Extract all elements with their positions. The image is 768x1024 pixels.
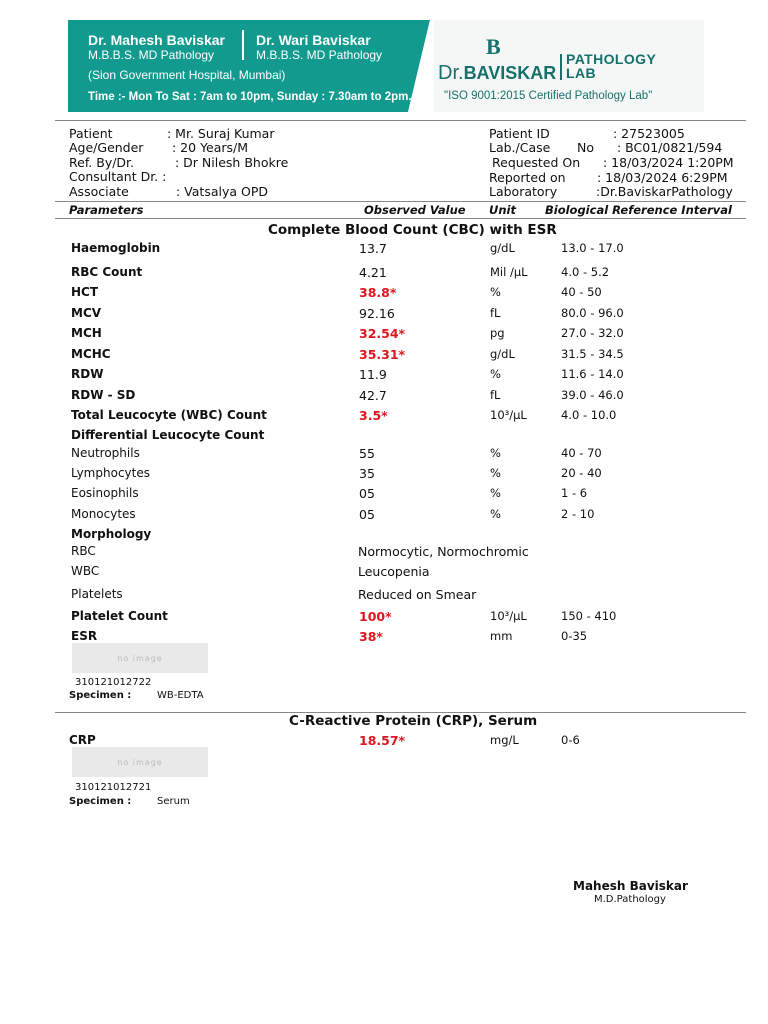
- lab-case-no: No: [577, 140, 594, 155]
- result-ref: 2 - 10: [561, 507, 595, 521]
- esr-name: ESR: [71, 629, 98, 643]
- dlc-heading: Differential Leucocyte Count: [71, 428, 265, 442]
- result-unit: %: [490, 486, 501, 500]
- platelet-count-value: 100*: [359, 609, 392, 624]
- crp-barcode-image: no image: [72, 747, 208, 777]
- lab-case-value: : BC01/0821/594: [617, 140, 723, 155]
- crp-name: CRP: [69, 733, 96, 747]
- doctor2-name: Dr. Wari Baviskar: [256, 32, 371, 48]
- cbc-barcode-number: 310121012722: [75, 677, 152, 688]
- morphology-value: Normocytic, Normochromic: [358, 544, 529, 559]
- result-name: Haemoglobin: [71, 241, 161, 255]
- requested-on-label: Requested On: [492, 155, 581, 170]
- column-header-bottom-rule: [55, 218, 746, 219]
- morphology-heading: Morphology: [71, 527, 152, 541]
- top-rule: [55, 120, 746, 121]
- doctor1-name: Dr. Mahesh Baviskar: [88, 32, 225, 48]
- result-ref: 11.6 - 14.0: [561, 367, 624, 381]
- result-unit: %: [490, 507, 501, 521]
- referred-by-label: Ref. By/Dr.: [69, 155, 135, 170]
- result-name: HCT: [71, 285, 99, 299]
- result-unit: %: [490, 446, 501, 460]
- column-reference-interval: Biological Reference Interval: [545, 203, 732, 217]
- lab-name-main: BAVISKAR: [463, 63, 557, 83]
- result-unit: %: [490, 367, 501, 381]
- crp-specimen-label: Specimen :: [69, 796, 132, 807]
- esr-unit: mm: [490, 629, 513, 643]
- lab-type-word1: PATHOLOGY: [566, 51, 657, 67]
- esr-value: 38*: [359, 629, 383, 644]
- result-value: 13.7: [359, 241, 387, 256]
- result-value: 35: [359, 466, 375, 481]
- result-ref: 40 - 70: [561, 446, 602, 460]
- result-value: 38.8*: [359, 285, 397, 300]
- platelet-count-name: Platelet Count: [71, 609, 168, 623]
- age-gender-value: : 20 Years/M: [172, 140, 249, 155]
- iso-certification: "ISO 9001:2015 Certified Pathology Lab": [444, 90, 653, 102]
- result-ref: 27.0 - 32.0: [561, 326, 624, 340]
- referred-by-value: : Dr Nilesh Bhokre: [175, 155, 289, 170]
- reported-on-label: Reported on: [489, 170, 566, 185]
- age-gender-label: Age/Gender: [69, 140, 144, 155]
- crp-ref: 0-6: [561, 733, 580, 747]
- associate-value: : Vatsalya OPD: [176, 184, 269, 199]
- result-unit: Mil /µL: [490, 265, 528, 279]
- cbc-barcode-image: no image: [72, 643, 208, 673]
- letterhead-banner: [68, 20, 704, 112]
- result-unit: fL: [490, 306, 501, 320]
- result-name: Eosinophils: [71, 486, 139, 500]
- patient-id-value: : 27523005: [613, 126, 685, 141]
- result-unit: fL: [490, 388, 501, 402]
- timing-text: Time :- Mon To Sat : 7am to 10pm, Sunday : 7.30am to 2pm.: [88, 91, 412, 103]
- result-value: 92.16: [359, 306, 395, 321]
- laboratory-value: :Dr.BaviskarPathology: [596, 184, 733, 199]
- result-unit: %: [490, 285, 501, 299]
- result-ref: 80.0 - 96.0: [561, 306, 624, 320]
- pathologist-name: Mahesh Baviskar: [573, 879, 688, 893]
- result-unit: pg: [490, 326, 505, 340]
- morphology-name: RBC: [71, 544, 96, 558]
- result-ref: 13.0 - 17.0: [561, 241, 624, 255]
- result-ref: 20 - 40: [561, 466, 602, 480]
- column-parameters: Parameters: [69, 203, 144, 217]
- lab-name: [438, 62, 556, 85]
- result-unit: g/dL: [490, 347, 515, 361]
- morphology-name: WBC: [71, 564, 100, 578]
- cbc-specimen-label: Specimen :: [69, 690, 132, 701]
- result-name: Total Leucocyte (WBC) Count: [71, 408, 267, 422]
- result-ref: 39.0 - 46.0: [561, 388, 624, 402]
- platelet-count-ref: 150 - 410: [561, 609, 617, 623]
- column-observed-value: Observed Value: [364, 203, 466, 217]
- pathologist-qualification: M.D.Pathology: [594, 894, 666, 905]
- result-value: 05: [359, 507, 375, 522]
- consultant-label: Consultant Dr. :: [69, 169, 167, 184]
- platelet-count-unit: 10³/µL: [490, 609, 527, 623]
- result-unit: %: [490, 466, 501, 480]
- cbc-specimen-value: WB-EDTA: [157, 690, 204, 701]
- result-ref: 40 - 50: [561, 285, 602, 299]
- doctor2-qualification: M.B.B.S. MD Pathology: [256, 48, 383, 62]
- patient-id-label: Patient ID: [489, 126, 550, 141]
- result-value: 05: [359, 486, 375, 501]
- result-unit: g/dL: [490, 241, 515, 255]
- result-value: 4.21: [359, 265, 387, 280]
- morphology-value: Leucopenia: [358, 564, 430, 579]
- lab-type: [566, 52, 656, 80]
- result-name: MCH: [71, 326, 102, 340]
- column-unit: Unit: [489, 203, 516, 217]
- result-name: RDW - SD: [71, 388, 136, 402]
- esr-ref: 0-35: [561, 629, 588, 643]
- crp-value: 18.57*: [359, 733, 406, 748]
- result-ref: 4.0 - 5.2: [561, 265, 610, 279]
- lab-case-label: Lab./Case: [489, 140, 551, 155]
- doctor1-qualification: M.B.B.S. MD Pathology: [88, 48, 215, 62]
- crp-unit: mg/L: [490, 733, 519, 747]
- result-value: 42.7: [359, 388, 387, 403]
- laboratory-label: Laboratory: [489, 184, 558, 199]
- result-value: 32.54*: [359, 326, 406, 341]
- result-name: Lymphocytes: [71, 466, 150, 480]
- result-value: 3.5*: [359, 408, 388, 423]
- crp-specimen-value: Serum: [157, 796, 190, 807]
- result-name: Monocytes: [71, 507, 136, 521]
- result-ref: 31.5 - 34.5: [561, 347, 624, 361]
- result-value: 35.31*: [359, 347, 406, 362]
- result-name: RDW: [71, 367, 104, 381]
- result-ref: 4.0 - 10.0: [561, 408, 617, 422]
- result-ref: 1 - 6: [561, 486, 588, 500]
- associate-label: Associate: [69, 184, 129, 199]
- reported-on-value: : 18/03/2024 6:29PM: [597, 170, 728, 185]
- result-name: Neutrophils: [71, 446, 140, 460]
- requested-on-value: : 18/03/2024 1:20PM: [603, 155, 734, 170]
- result-unit: 10³/µL: [490, 408, 527, 422]
- lab-logo-icon: B: [486, 34, 501, 59]
- lab-type-word2: LAB: [566, 65, 596, 81]
- result-name: MCHC: [71, 347, 111, 361]
- patient-name: : Mr. Suraj Kumar: [167, 126, 275, 141]
- banner-divider: [242, 30, 244, 60]
- cbc-section-title: Complete Blood Count (CBC) with ESR: [268, 222, 557, 238]
- morphology-value: Reduced on Smear: [358, 587, 477, 602]
- result-name: MCV: [71, 306, 102, 320]
- result-name: RBC Count: [71, 265, 143, 279]
- lab-name-prefix: Dr.: [438, 62, 464, 84]
- patient-label: Patient: [69, 126, 113, 141]
- lab-name-divider: [560, 54, 562, 80]
- hospital-name: (Sion Government Hospital, Mumbai): [88, 68, 286, 82]
- column-header-top-rule: [55, 201, 746, 202]
- result-value: 55: [359, 446, 375, 461]
- morphology-name: Platelets: [71, 587, 123, 601]
- crp-section-title: C-Reactive Protein (CRP), Serum: [289, 713, 538, 729]
- result-value: 11.9: [359, 367, 387, 382]
- crp-barcode-number: 310121012721: [75, 782, 152, 793]
